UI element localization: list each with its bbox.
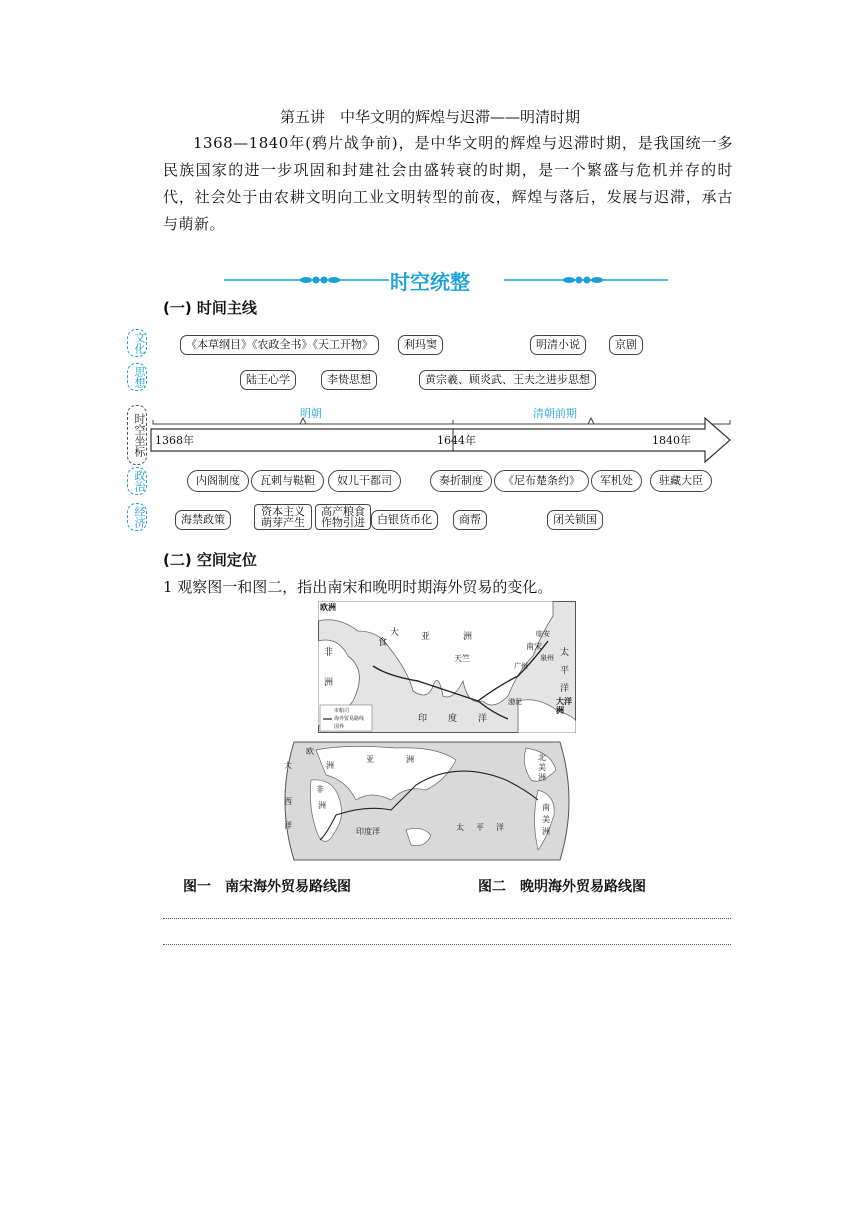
map-label: 洋 bbox=[496, 823, 504, 832]
category-economy: 经济 bbox=[127, 503, 147, 531]
culture-item: 明清小说 bbox=[530, 335, 586, 355]
politics-item: 奏折制度 bbox=[430, 470, 492, 492]
category-culture: 文化 bbox=[127, 329, 147, 357]
map-label: 泉州 bbox=[540, 654, 554, 662]
map-label: 大 bbox=[284, 761, 292, 770]
map-label: 大 bbox=[390, 628, 400, 638]
thought-item: 陆王心学 bbox=[240, 370, 296, 390]
answer-line[interactable] bbox=[163, 918, 731, 919]
year-label: 1840年 bbox=[652, 434, 691, 447]
map-label: 洲 bbox=[324, 678, 334, 688]
section-heading-space: (二) 空间定位 bbox=[163, 551, 257, 569]
map-label: 临安 bbox=[536, 630, 550, 638]
map-label: 印度洋 bbox=[356, 827, 380, 836]
economy-item: 资本主义萌芽产生 bbox=[254, 504, 312, 530]
section-banner-title: 时空统整 bbox=[390, 270, 470, 294]
map-label: 欧洲 bbox=[320, 602, 336, 612]
map-label: 非 bbox=[324, 648, 334, 658]
map-label: 美 bbox=[542, 815, 550, 824]
map-label: 广州 bbox=[514, 662, 528, 670]
intro-paragraph: 1368—1840年(鸦片战争前)，是中华文明的辉煌与迟滞时期，是我国统一多民族国家的进一步巩固和封建社会由盛转衰的时期，是一个繁盛与危机并存的时代，社会处于由农耕文明向工业文明转型的前夜，辉煌与落后，发展与迟滞，承古与萌新。 bbox=[163, 134, 733, 233]
map-label: 亚 bbox=[421, 632, 431, 642]
year-label: 1644年 bbox=[437, 434, 476, 447]
question-1: 1 观察图一和图二，指出南宋和晚明时期海外贸易的变化。 bbox=[163, 578, 553, 596]
politics-item: 奴儿干都司 bbox=[328, 470, 401, 492]
map-label: 大洋洲 bbox=[556, 696, 572, 715]
map-label: 天竺 bbox=[454, 654, 470, 663]
map-label: 洋 bbox=[284, 821, 292, 830]
map-label: 洲 bbox=[463, 632, 473, 642]
map-southern-song-drawing bbox=[318, 601, 576, 733]
map-label: 北 bbox=[538, 753, 546, 762]
map-label: 西 bbox=[284, 797, 292, 806]
legend-item: 海外贸易路线 bbox=[334, 716, 365, 722]
category-thought: 思想 bbox=[127, 363, 147, 391]
map-label: 平 bbox=[476, 823, 484, 832]
map-label: 南宋 bbox=[526, 642, 542, 651]
map-label: 平 bbox=[560, 666, 570, 676]
map-label: 南 bbox=[542, 803, 550, 812]
map-label: 太 bbox=[560, 648, 570, 658]
category-timeaxis: 时空坐标 bbox=[127, 405, 147, 465]
map-label: 太 bbox=[456, 823, 464, 832]
map-label: 亚 bbox=[366, 755, 374, 764]
map-label: 洲 bbox=[538, 773, 546, 782]
period-qing: 清朝前期 bbox=[533, 407, 577, 420]
economy-item: 高产粮食作物引进 bbox=[315, 504, 371, 530]
map-label: 美 bbox=[538, 763, 546, 772]
map-label: 洲 bbox=[326, 761, 334, 770]
category-politics: 政治 bbox=[127, 467, 147, 495]
economy-item: 海禁政策 bbox=[175, 510, 231, 530]
page-title: 第五讲 中华文明的辉煌与迟滞——明清时期 bbox=[279, 108, 580, 126]
legend-item: 国界 bbox=[334, 724, 345, 730]
map-label: 度 bbox=[448, 714, 458, 724]
map-label: 洋 bbox=[478, 714, 488, 724]
economy-item: 闭关锁国 bbox=[547, 510, 603, 530]
politics-item: 内阁制度 bbox=[187, 470, 249, 492]
map-label: 渤泥 bbox=[508, 698, 522, 706]
politics-item: 瓦剌与鞑靼 bbox=[251, 470, 324, 492]
map-late-ming-trade bbox=[276, 740, 578, 862]
map-southern-song-trade bbox=[318, 601, 576, 733]
culture-item: 京剧 bbox=[609, 335, 643, 355]
map-label: 印 bbox=[418, 714, 428, 724]
section-heading-timeline: (一) 时间主线 bbox=[163, 299, 257, 317]
map-label: 洲 bbox=[542, 827, 550, 836]
map-label: 洲 bbox=[406, 755, 414, 764]
politics-item: 驻藏大臣 bbox=[650, 470, 712, 492]
map-label: 洋 bbox=[560, 684, 570, 694]
culture-item: 利玛窦 bbox=[398, 335, 443, 355]
period-ming: 明朝 bbox=[300, 407, 322, 420]
year-label: 1368年 bbox=[155, 434, 194, 447]
map-label: 食 bbox=[378, 638, 388, 648]
politics-item: 《尼布楚条约》 bbox=[494, 470, 589, 492]
culture-item: 《本草纲目》《农政全书》《天工开物》 bbox=[180, 335, 379, 355]
map-caption-2: 图二 晚明海外贸易路线图 bbox=[478, 879, 646, 895]
economy-item: 白银货币化 bbox=[371, 510, 438, 530]
thought-item: 黄宗羲、顾炎武、王夫之进步思想 bbox=[419, 370, 596, 390]
map-label: 非 bbox=[316, 785, 324, 794]
economy-item: 商帮 bbox=[453, 510, 487, 530]
timeline-chart bbox=[125, 325, 735, 535]
answer-line[interactable] bbox=[163, 944, 731, 945]
map-caption-1: 图一 南宋海外贸易路线图 bbox=[183, 879, 351, 895]
thought-item: 李贽思想 bbox=[321, 370, 377, 390]
map-label: 洲 bbox=[318, 801, 326, 810]
legend-item: 市舶司 bbox=[334, 708, 350, 714]
politics-item: 军机处 bbox=[591, 470, 642, 492]
map-label: 欧 bbox=[306, 747, 314, 756]
